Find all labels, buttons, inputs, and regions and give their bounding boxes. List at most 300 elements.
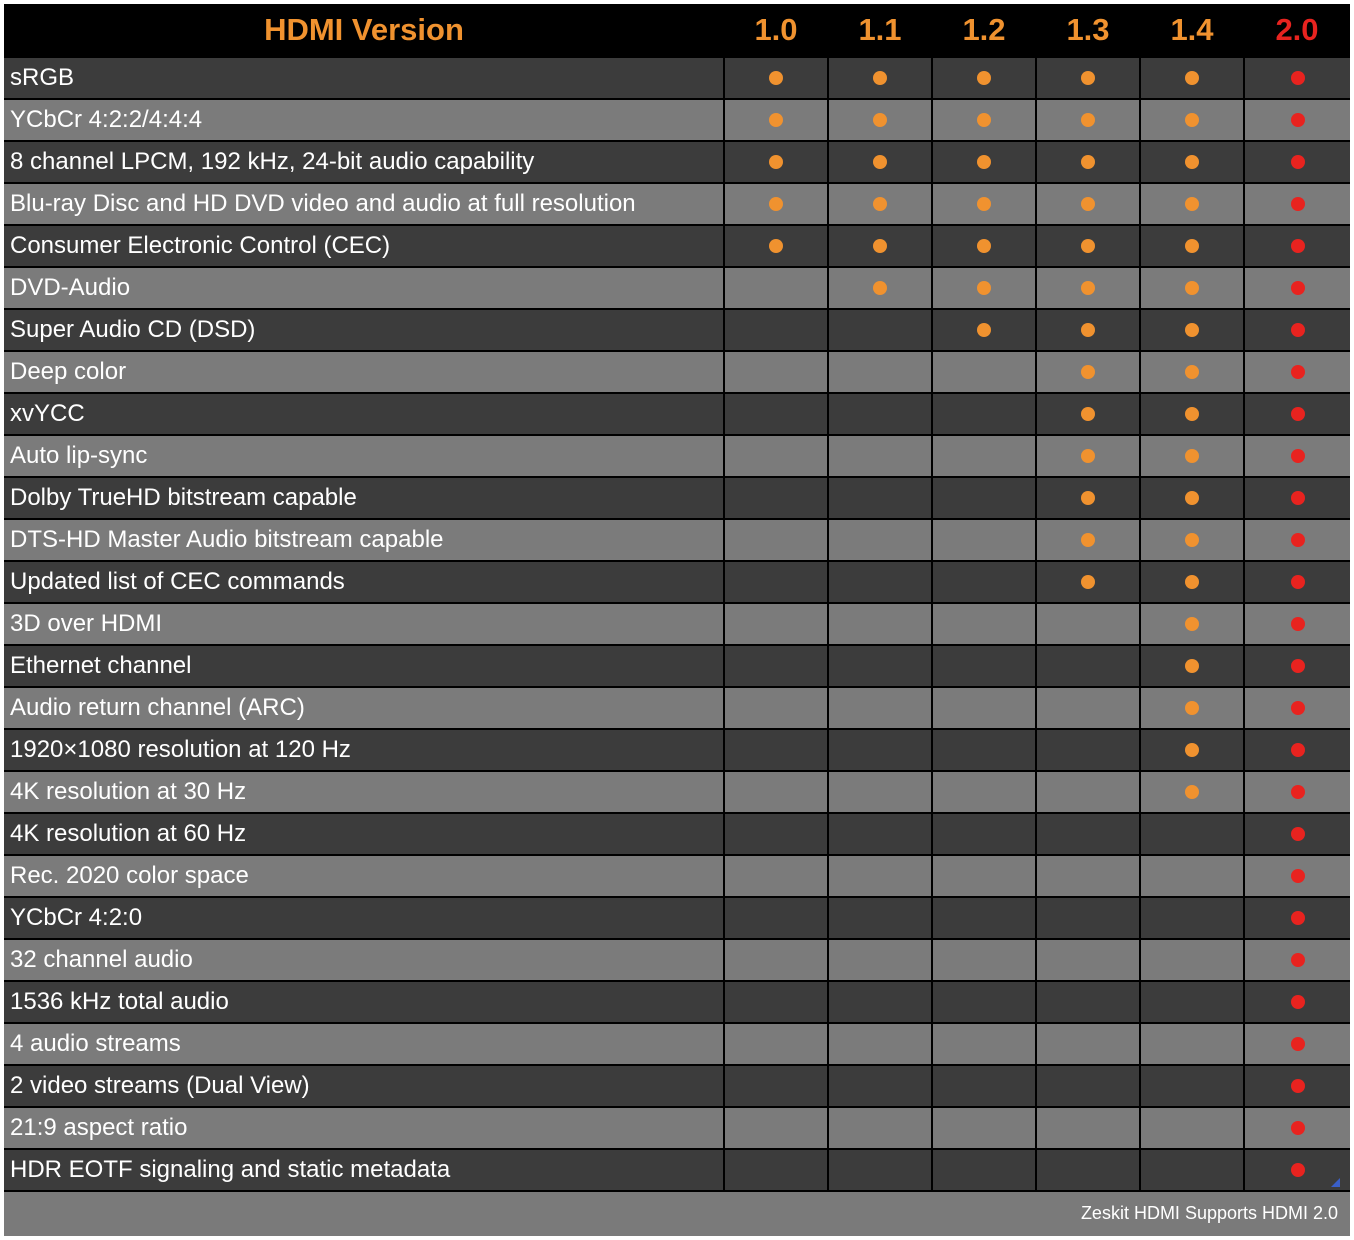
support-cell (1036, 141, 1140, 183)
support-cell (724, 771, 828, 813)
support-cell (828, 897, 932, 939)
support-cell (932, 57, 1036, 99)
support-dot-icon (769, 239, 783, 253)
support-cell (1140, 351, 1244, 393)
support-dot-icon (1081, 197, 1095, 211)
support-cell (1036, 99, 1140, 141)
version-header: 2.0 (1244, 4, 1350, 57)
support-dot-icon (1185, 239, 1199, 253)
support-cell (828, 225, 932, 267)
support-cell (1140, 561, 1244, 603)
support-cell (724, 1149, 828, 1191)
support-cell (1140, 183, 1244, 225)
support-dot-icon (977, 239, 991, 253)
support-dot-icon (873, 239, 887, 253)
feature-label: Updated list of CEC commands (4, 561, 724, 603)
support-dot-icon (1185, 407, 1199, 421)
support-cell (1036, 855, 1140, 897)
support-dot-icon (769, 71, 783, 85)
support-cell (1244, 1107, 1350, 1149)
support-cell (828, 519, 932, 561)
version-header: 1.3 (1036, 4, 1140, 57)
support-cell (724, 645, 828, 687)
support-dot-icon (1081, 449, 1095, 463)
support-dot-icon (1185, 533, 1199, 547)
table-row (4, 309, 1350, 351)
support-cell (1140, 1023, 1244, 1065)
support-cell (1244, 561, 1350, 603)
support-cell (932, 813, 1036, 855)
support-dot-icon (1081, 407, 1095, 421)
support-cell (1244, 141, 1350, 183)
support-cell (828, 1107, 932, 1149)
support-cell (1036, 435, 1140, 477)
support-cell (1140, 519, 1244, 561)
support-cell (1244, 855, 1350, 897)
support-cell (1140, 687, 1244, 729)
support-cell (932, 603, 1036, 645)
table-row (4, 687, 1350, 729)
support-cell (828, 729, 932, 771)
support-cell (724, 939, 828, 981)
support-cell (828, 813, 932, 855)
support-cell (1244, 351, 1350, 393)
feature-label: 1536 kHz total audio (4, 981, 724, 1023)
support-cell (1140, 225, 1244, 267)
support-cell (724, 813, 828, 855)
support-cell (1244, 393, 1350, 435)
support-cell (828, 141, 932, 183)
support-dot-icon (1291, 281, 1305, 295)
support-dot-icon (1291, 827, 1305, 841)
table-row (4, 225, 1350, 267)
table-row (4, 1107, 1350, 1149)
support-cell (1244, 645, 1350, 687)
support-dot-icon (1185, 743, 1199, 757)
support-cell (1036, 561, 1140, 603)
support-cell (1140, 99, 1244, 141)
support-cell (828, 309, 932, 351)
support-dot-icon (1291, 743, 1305, 757)
feature-label: 4K resolution at 60 Hz (4, 813, 724, 855)
support-cell (724, 393, 828, 435)
support-cell (828, 57, 932, 99)
support-cell (1140, 1065, 1244, 1107)
support-cell (1036, 1107, 1140, 1149)
support-cell (1244, 729, 1350, 771)
support-cell (724, 141, 828, 183)
support-dot-icon (1081, 365, 1095, 379)
table-row (4, 519, 1350, 561)
footer-caption: Zeskit HDMI Supports HDMI 2.0 (1080, 1203, 1338, 1223)
support-cell (828, 1023, 932, 1065)
support-cell (724, 519, 828, 561)
feature-label: 8 channel LPCM, 192 kHz, 24-bit audio capability (4, 141, 724, 183)
support-cell (1140, 141, 1244, 183)
support-cell (724, 855, 828, 897)
table-row (4, 561, 1350, 603)
support-dot-icon (1291, 71, 1305, 85)
support-dot-icon (1291, 1037, 1305, 1051)
support-dot-icon (1185, 365, 1199, 379)
support-cell (1036, 687, 1140, 729)
support-cell (724, 267, 828, 309)
support-cell (1036, 729, 1140, 771)
table-row (4, 813, 1350, 855)
support-cell (1036, 393, 1140, 435)
feature-label: Audio return channel (ARC) (4, 687, 724, 729)
support-dot-icon (1185, 113, 1199, 127)
support-dot-icon (1081, 239, 1095, 253)
support-cell (1244, 603, 1350, 645)
version-header: 1.1 (828, 4, 932, 57)
table-row (4, 477, 1350, 519)
support-cell (932, 141, 1036, 183)
support-cell (932, 687, 1036, 729)
support-cell (1036, 351, 1140, 393)
support-cell (1140, 57, 1244, 99)
feature-label: 21:9 aspect ratio (4, 1107, 724, 1149)
version-header: 1.4 (1140, 4, 1244, 57)
support-dot-icon (977, 281, 991, 295)
support-cell (1140, 477, 1244, 519)
support-cell (828, 477, 932, 519)
support-dot-icon (1291, 575, 1305, 589)
support-cell (1244, 939, 1350, 981)
table-row (4, 183, 1350, 225)
support-dot-icon (1185, 323, 1199, 337)
feature-label: YCbCr 4:2:2/4:4:4 (4, 99, 724, 141)
support-cell (932, 225, 1036, 267)
feature-label: Dolby TrueHD bitstream capable (4, 477, 724, 519)
support-dot-icon (769, 113, 783, 127)
support-cell (932, 561, 1036, 603)
support-cell (1244, 435, 1350, 477)
version-header: 1.2 (932, 4, 1036, 57)
support-cell (1244, 225, 1350, 267)
support-dot-icon (769, 155, 783, 169)
support-cell (932, 897, 1036, 939)
support-cell (724, 981, 828, 1023)
support-cell (1036, 1023, 1140, 1065)
support-dot-icon (1185, 701, 1199, 715)
support-cell (932, 519, 1036, 561)
support-cell (932, 1107, 1036, 1149)
support-cell (1140, 813, 1244, 855)
feature-label: 2 video streams (Dual View) (4, 1065, 724, 1107)
support-cell (1036, 57, 1140, 99)
support-dot-icon (873, 155, 887, 169)
feature-label: Super Audio CD (DSD) (4, 309, 724, 351)
feature-label: Auto lip-sync (4, 435, 724, 477)
feature-label: DTS-HD Master Audio bitstream capable (4, 519, 724, 561)
support-cell (828, 939, 932, 981)
support-cell (1140, 939, 1244, 981)
support-dot-icon (873, 71, 887, 85)
support-dot-icon (1291, 995, 1305, 1009)
support-dot-icon (1291, 953, 1305, 967)
support-cell (724, 309, 828, 351)
support-cell (932, 855, 1036, 897)
support-cell (1036, 813, 1140, 855)
support-cell (828, 183, 932, 225)
table-row (4, 141, 1350, 183)
support-dot-icon (1291, 155, 1305, 169)
support-cell (1036, 183, 1140, 225)
feature-label: Deep color (4, 351, 724, 393)
table-row (4, 351, 1350, 393)
support-dot-icon (1081, 575, 1095, 589)
support-dot-icon (1185, 155, 1199, 169)
support-cell (828, 981, 932, 1023)
table-row (4, 1149, 1350, 1191)
support-cell (932, 1023, 1036, 1065)
support-cell (828, 645, 932, 687)
support-cell (932, 309, 1036, 351)
support-dot-icon (1185, 491, 1199, 505)
support-cell (1140, 393, 1244, 435)
support-cell (1244, 687, 1350, 729)
support-cell (724, 99, 828, 141)
support-cell (1036, 897, 1140, 939)
support-cell (724, 1107, 828, 1149)
support-cell (932, 99, 1036, 141)
support-dot-icon (1291, 1121, 1305, 1135)
support-cell (828, 855, 932, 897)
support-cell (1244, 477, 1350, 519)
support-cell (932, 645, 1036, 687)
support-cell (1140, 1149, 1244, 1191)
support-cell (828, 393, 932, 435)
support-dot-icon (1291, 533, 1305, 547)
support-cell (1036, 603, 1140, 645)
support-dot-icon (1185, 71, 1199, 85)
table-row (4, 1023, 1350, 1065)
feature-label: HDR EOTF signaling and static metadata (4, 1149, 724, 1191)
support-cell (932, 1065, 1036, 1107)
table-row (4, 435, 1350, 477)
support-cell (1140, 897, 1244, 939)
support-cell (1244, 183, 1350, 225)
support-dot-icon (977, 197, 991, 211)
support-cell (1036, 981, 1140, 1023)
support-dot-icon (1291, 449, 1305, 463)
support-dot-icon (1081, 113, 1095, 127)
support-dot-icon (1291, 407, 1305, 421)
support-cell (828, 561, 932, 603)
support-cell (1244, 771, 1350, 813)
support-dot-icon (1291, 365, 1305, 379)
support-dot-icon (1081, 533, 1095, 547)
support-cell (932, 351, 1036, 393)
feature-label: Ethernet channel (4, 645, 724, 687)
support-dot-icon (1291, 1163, 1305, 1177)
support-cell (828, 771, 932, 813)
support-cell (1244, 309, 1350, 351)
support-cell (1244, 897, 1350, 939)
support-cell (1140, 855, 1244, 897)
support-cell (932, 939, 1036, 981)
feature-label: Consumer Electronic Control (CEC) (4, 225, 724, 267)
table-row (4, 1065, 1350, 1107)
support-cell (932, 477, 1036, 519)
support-dot-icon (1291, 197, 1305, 211)
table-row (4, 57, 1350, 99)
support-dot-icon (1291, 869, 1305, 883)
feature-label: xvYCC (4, 393, 724, 435)
support-cell (1036, 309, 1140, 351)
feature-label: DVD-Audio (4, 267, 724, 309)
feature-label: 3D over HDMI (4, 603, 724, 645)
support-dot-icon (1081, 71, 1095, 85)
support-cell (1036, 771, 1140, 813)
support-dot-icon (1185, 659, 1199, 673)
support-cell (1036, 267, 1140, 309)
feature-label: 4 audio streams (4, 1023, 724, 1065)
support-cell (1140, 435, 1244, 477)
support-dot-icon (1291, 239, 1305, 253)
table-row (4, 729, 1350, 771)
support-dot-icon (769, 197, 783, 211)
support-cell (1244, 981, 1350, 1023)
support-cell (1244, 1023, 1350, 1065)
support-cell (828, 351, 932, 393)
support-cell (1140, 603, 1244, 645)
support-cell (932, 1149, 1036, 1191)
support-cell (828, 687, 932, 729)
support-cell (828, 267, 932, 309)
support-dot-icon (977, 155, 991, 169)
support-dot-icon (977, 323, 991, 337)
support-cell (1140, 981, 1244, 1023)
table-row (4, 855, 1350, 897)
table-row (4, 981, 1350, 1023)
support-cell (1244, 519, 1350, 561)
support-cell (1244, 1065, 1350, 1107)
support-cell (932, 393, 1036, 435)
support-cell (724, 603, 828, 645)
table-row (4, 645, 1350, 687)
support-dot-icon (1185, 197, 1199, 211)
hdmi-version-table (4, 4, 1350, 1192)
version-header: 1.0 (724, 4, 828, 57)
feature-label: 4K resolution at 30 Hz (4, 771, 724, 813)
support-dot-icon (1185, 785, 1199, 799)
support-cell (1244, 267, 1350, 309)
comparison-panel (4, 4, 1350, 1236)
support-cell (724, 477, 828, 519)
support-cell (1140, 729, 1244, 771)
support-cell (1140, 771, 1244, 813)
support-cell (828, 603, 932, 645)
support-dot-icon (1291, 701, 1305, 715)
support-cell (828, 1149, 932, 1191)
header-label: HDMI Version (4, 4, 724, 57)
support-cell (1244, 57, 1350, 99)
support-dot-icon (1291, 617, 1305, 631)
table-row (4, 267, 1350, 309)
support-cell (932, 435, 1036, 477)
support-cell (724, 57, 828, 99)
support-cell (1036, 939, 1140, 981)
support-dot-icon (1185, 617, 1199, 631)
support-cell (1036, 1149, 1140, 1191)
support-cell (1036, 477, 1140, 519)
support-cell (724, 225, 828, 267)
support-cell (1140, 1107, 1244, 1149)
support-cell (724, 561, 828, 603)
support-cell (1036, 645, 1140, 687)
support-dot-icon (977, 71, 991, 85)
support-cell (932, 267, 1036, 309)
table-row (4, 939, 1350, 981)
support-cell (1140, 267, 1244, 309)
table-row (4, 393, 1350, 435)
feature-label: sRGB (4, 57, 724, 99)
feature-label: Blu-ray Disc and HD DVD video and audio at full resolution (4, 183, 724, 225)
support-cell (724, 687, 828, 729)
support-dot-icon (1291, 113, 1305, 127)
header-row (4, 4, 1350, 57)
support-cell (828, 1065, 932, 1107)
support-dot-icon (1291, 491, 1305, 505)
feature-label: 32 channel audio (4, 939, 724, 981)
support-cell (1140, 309, 1244, 351)
support-cell (932, 183, 1036, 225)
support-cell (1036, 519, 1140, 561)
support-cell (1036, 1065, 1140, 1107)
support-cell (1244, 99, 1350, 141)
support-cell (724, 897, 828, 939)
support-dot-icon (1081, 155, 1095, 169)
support-dot-icon (1081, 323, 1095, 337)
feature-label: Rec. 2020 color space (4, 855, 724, 897)
support-cell (932, 771, 1036, 813)
feature-label: 1920×1080 resolution at 120 Hz (4, 729, 724, 771)
support-cell (724, 729, 828, 771)
support-cell (724, 1023, 828, 1065)
support-cell (932, 729, 1036, 771)
table-row (4, 99, 1350, 141)
table-row (4, 603, 1350, 645)
table-row (4, 897, 1350, 939)
support-cell (1140, 645, 1244, 687)
support-cell (1036, 225, 1140, 267)
support-dot-icon (1291, 911, 1305, 925)
support-dot-icon (1081, 491, 1095, 505)
support-dot-icon (977, 113, 991, 127)
support-dot-icon (1291, 659, 1305, 673)
support-dot-icon (1291, 323, 1305, 337)
support-dot-icon (1291, 1079, 1305, 1093)
support-dot-icon (873, 197, 887, 211)
table-row (4, 771, 1350, 813)
support-dot-icon (1185, 449, 1199, 463)
support-cell (932, 981, 1036, 1023)
support-dot-icon (1185, 575, 1199, 589)
support-cell (828, 435, 932, 477)
support-cell (828, 99, 932, 141)
support-cell (724, 1065, 828, 1107)
support-dot-icon (1185, 281, 1199, 295)
support-cell (724, 183, 828, 225)
support-cell (724, 435, 828, 477)
support-cell (1244, 813, 1350, 855)
support-cell (724, 351, 828, 393)
feature-label: YCbCr 4:2:0 (4, 897, 724, 939)
support-dot-icon (1291, 785, 1305, 799)
support-dot-icon (1081, 281, 1095, 295)
